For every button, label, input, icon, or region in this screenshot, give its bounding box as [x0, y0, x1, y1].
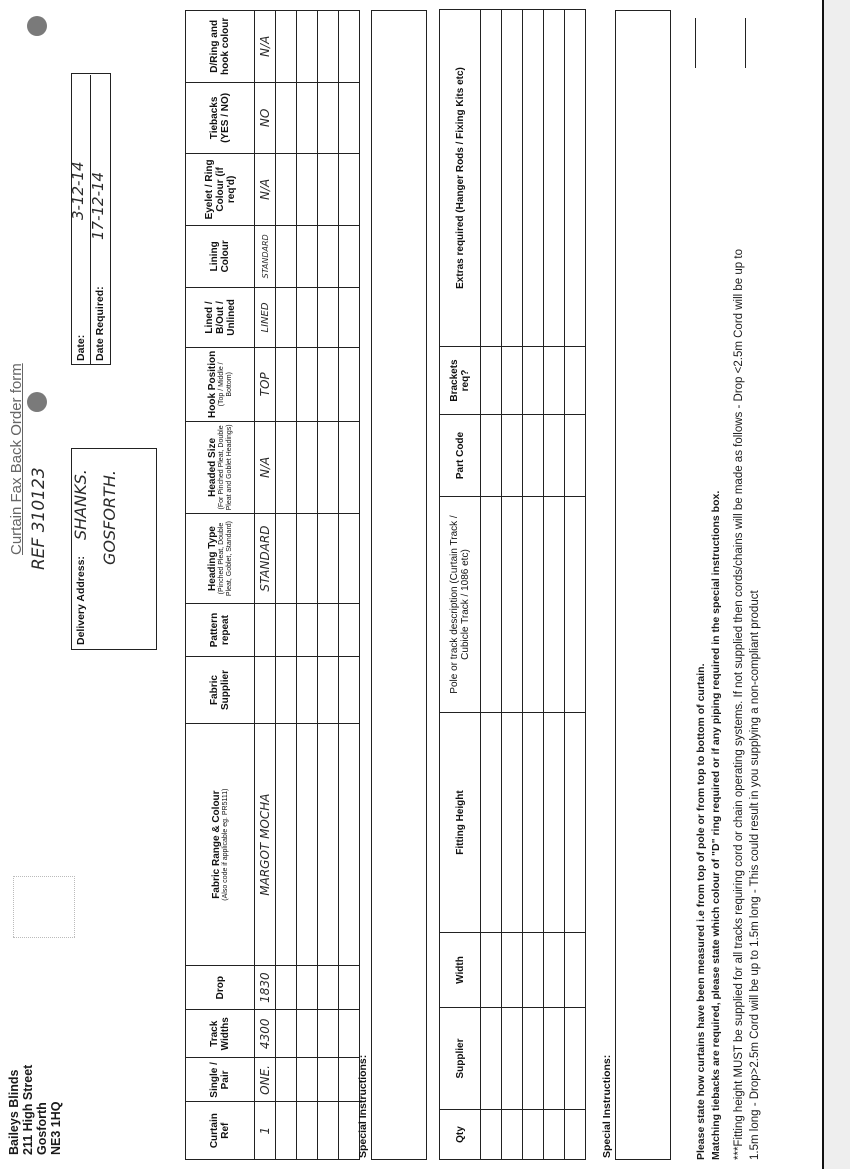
- order-form: [5, 10, 805, 1160]
- header-lined: Lined / B/Out / Unlined: [186, 287, 255, 347]
- table-row: [481, 10, 502, 1160]
- cell-eyelet-ring-colour[interactable]: N/A: [255, 154, 276, 226]
- special-instructions-box-2[interactable]: [615, 10, 671, 1160]
- header-track-widths: Track Widths: [186, 1010, 255, 1058]
- delivery-line-2: GOSFORTH.: [100, 470, 119, 565]
- header-width: Width: [440, 933, 481, 1008]
- track-table: [439, 9, 586, 1160]
- company-name: Baileys Blinds: [7, 1069, 21, 1155]
- header-lining-colour: Lining Colour: [186, 225, 255, 287]
- table-row: [523, 10, 544, 1160]
- header-headed-size: Headed Size (For Pinched Pleat, Double Pleat and Goblet Headings): [186, 421, 255, 513]
- header-qty: Qty: [440, 1110, 481, 1160]
- scan-edge: [822, 0, 850, 1169]
- header-supplier: Supplier: [440, 1008, 481, 1110]
- cell-heading-type[interactable]: STANDARD: [255, 514, 276, 604]
- scan-mark: [695, 18, 696, 68]
- company-address: [7, 1065, 63, 1155]
- special-instructions-label-2: Special Instructions:: [601, 1054, 613, 1158]
- company-line: 211 High Street: [21, 1064, 35, 1155]
- date-required-value: 17-12-14: [89, 171, 107, 240]
- header-fabric-range: Fabric Range & Colour (Also code if applicable eg. PR5111): [186, 723, 255, 965]
- note-fitting-height: ***Fitting height MUST be supplied for all tracks requiring cord or chain operating systems. If not supplied then cords/chains will be made as follows - Drop <2.5m Cord will be up to: [733, 249, 745, 1160]
- header-fabric-supplier: Fabric Supplier: [186, 657, 255, 724]
- cell-fabric-supplier[interactable]: [255, 657, 276, 724]
- date-label: Date:: [75, 334, 87, 361]
- cell-headed-size[interactable]: N/A: [255, 421, 276, 513]
- header-fitting-height: Fitting Height: [440, 713, 481, 933]
- table-row: [502, 10, 523, 1160]
- header-pole-track-description: Pole or track description (Curtain Track / Cubicle Track / 1086 etc): [440, 497, 481, 713]
- cell-dring-hook-colour[interactable]: N/A: [255, 11, 276, 83]
- table-row: [297, 11, 318, 1160]
- order-ref: REF 310123: [29, 467, 49, 570]
- note-measured: Please state how curtains have been measured i.e from top of pole or from top to bottom of curtain.: [695, 663, 707, 1160]
- table-row: [255, 11, 276, 1160]
- cell-hook-position[interactable]: TOP: [255, 347, 276, 421]
- header-eyelet-ring-colour: Eyelet / Ring Colour (if req'd): [186, 154, 255, 226]
- delivery-address-label: Delivery Address:: [75, 556, 87, 645]
- special-instructions-label: Special Instructions:: [357, 1054, 369, 1158]
- table-row: [318, 11, 339, 1160]
- cell-pattern-repeat[interactable]: [255, 604, 276, 657]
- delivery-line-1: SHANKS.: [71, 469, 90, 540]
- cell-tiebacks[interactable]: NO: [255, 82, 276, 154]
- date-value: 3-12-14: [69, 161, 87, 220]
- header-extras: Extras required (Hanger Rods / Fixing Kits etc): [440, 10, 481, 347]
- cell-single-pair[interactable]: ONE.: [255, 1058, 276, 1102]
- header-curtain-ref: Curtain Ref: [186, 1102, 255, 1160]
- punch-hole: [27, 16, 47, 36]
- cell-fabric-range[interactable]: MARGOT MOCHA: [255, 723, 276, 965]
- table-row: [544, 10, 565, 1160]
- header-pattern-repeat: Pattern repeat: [186, 604, 255, 657]
- header-brackets: Brackets req?: [440, 347, 481, 415]
- cell-lining-colour[interactable]: STANDARD: [255, 225, 276, 287]
- faint-stamp: [13, 876, 75, 938]
- header-hook-position: Hook Position (Top / Middle / Bottom): [186, 347, 255, 421]
- form-title: Curtain Fax Back Order form: [8, 363, 25, 555]
- scan-mark: [745, 18, 746, 68]
- table-row: [276, 11, 297, 1160]
- track-table-header: [440, 10, 481, 1160]
- header-single-pair: Single / Pair: [186, 1058, 255, 1102]
- punch-hole: [27, 392, 47, 412]
- note-cord-length: 1.5m long - Drop>2.5m Cord will be up to 1.5m long - This could result in you supplying a non-compliant product: [749, 590, 761, 1160]
- header-part-code: Part Code: [440, 415, 481, 497]
- company-line: NE3 1HQ: [49, 1101, 63, 1155]
- company-line: Gosforth: [35, 1102, 49, 1155]
- special-instructions-box[interactable]: [371, 10, 427, 1160]
- cell-track-widths[interactable]: 4300: [255, 1010, 276, 1058]
- table-row: [339, 11, 360, 1160]
- cell-curtain-ref[interactable]: 1: [255, 1102, 276, 1160]
- curtain-table: [185, 10, 360, 1160]
- header-tiebacks: Tiebacks (YES / NO): [186, 82, 255, 154]
- cell-drop[interactable]: 1830: [255, 966, 276, 1010]
- curtain-table-header: [186, 11, 255, 1160]
- table-row: [565, 10, 586, 1160]
- date-required-label: Date Required:: [94, 286, 106, 361]
- note-tiebacks: Matching tiebacks are required, please state which colour of "D" ring required or if any piping required in the special instructions box.: [710, 490, 722, 1160]
- header-drop: Drop: [186, 966, 255, 1010]
- header-dring-hook-colour: D/Ring and hook colour: [186, 11, 255, 83]
- header-heading-type: Heading Type (Pinched Pleat, Double Pleat, Goblet, Standard): [186, 514, 255, 604]
- cell-lined[interactable]: LINED: [255, 287, 276, 347]
